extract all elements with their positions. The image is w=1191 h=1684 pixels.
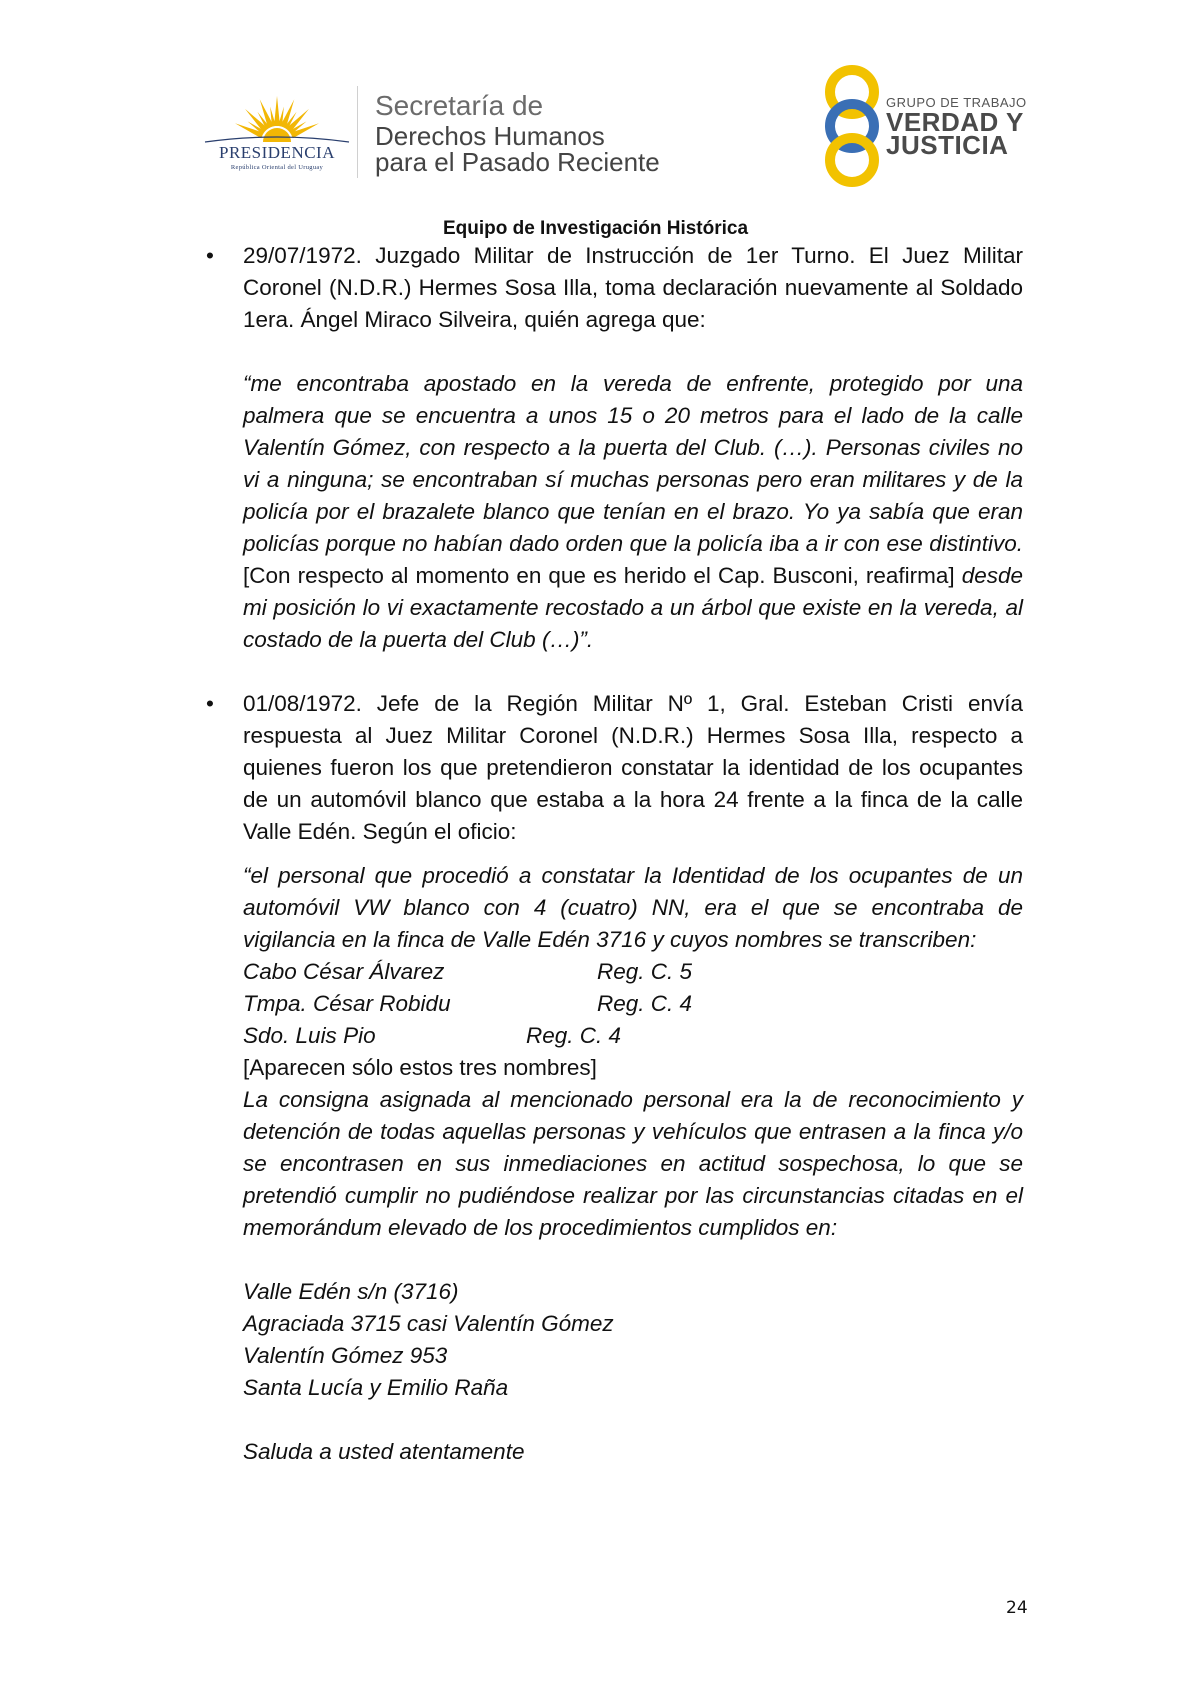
header-divider: [357, 86, 358, 178]
document-body: [206, 240, 1023, 1468]
consigna-text: La consigna asignada al mencionado personal era la de reconocimiento y detención de todas aquellas personas y vehículos que entrasen a la finca y/o se encontrasen en sus inmediaciones en actitud sospechosa, lo que se pretendió cumplir no pudiéndose realizar por las circunstancias citadas en el memorándum elevado de los procedimientos cumplidos en:: [243, 1087, 1023, 1240]
editor-note: [Aparecen sólo estos tres nombres]: [243, 1055, 597, 1080]
address-line: Santa Lucía y Emilio Raña: [243, 1375, 509, 1400]
entry-1-text: 29/07/1972. Juzgado Militar de Instrucción de 1er Turno. El Juez Militar Coronel (N.D.R.) Hermes Sosa Illa, toma declaración nuevamente al Soldado 1era. Ángel Miraco Silveira, quién agrega que:: [243, 243, 1023, 332]
personnel-reg: Reg. C. 4: [526, 1023, 622, 1048]
verdad-label: VERDAD Y: [886, 107, 1024, 137]
personnel-reg: Reg. C. 4: [597, 991, 693, 1016]
page-number: 24: [1006, 1598, 1028, 1618]
personnel-row: [243, 956, 1023, 988]
personnel-reg: Reg. C. 5: [597, 959, 693, 984]
address-line: Agraciada 3715 casi Valentín Gómez: [243, 1311, 614, 1336]
secretaria-line-2: Derechos Humanos: [375, 121, 605, 151]
personnel-row: [243, 988, 1023, 1020]
entry-1-quote: [243, 368, 1023, 656]
address-line: Valle Edén s/n (3716): [243, 1279, 459, 1304]
bullet-marker: •: [206, 691, 214, 716]
presidencia-wordmark: PRESIDENCIA: [218, 143, 335, 162]
personnel-name: Cabo César Álvarez: [243, 959, 445, 984]
quote-part-b: [Con respecto al momento en que es herido el Cap. Busconi, reafirma]: [243, 563, 962, 588]
justicia-label: JUSTICIA: [886, 130, 1009, 160]
entry-2: [206, 688, 1023, 848]
address-line: Valentín Gómez 953: [243, 1343, 448, 1368]
presidencia-subtitle: República Oriental del Uruguay: [230, 164, 324, 171]
quote-part-c: desde mi posición lo vi exactamente recostado a un árbol que existe en la vereda, al costado de la puerta del Club (…)”.: [243, 563, 1023, 652]
personnel-row: [243, 1020, 1023, 1052]
grupo-trabajo-label: GRUPO DE TRABAJO: [886, 95, 1027, 110]
quote-part-a: “me encontraba apostado en la vereda de enfrente, protegido por una palmera que se encuentra a unos 15 o 20 metros para el lado de la calle Valentín Gómez, con respecto a la puerta del Club. (…). Personas civiles no vi a ninguna; se encontraban sí muchas personas pero eran militares y de la policía por el brazalete blanco que tenían en el brazo. Yo ya sabía que eran policías porque no habían dado orden que la policía iba a ir con ese distintivo.: [243, 371, 1023, 556]
personnel-name: Sdo. Luis Pio: [243, 1023, 376, 1048]
bullet-marker: •: [206, 243, 214, 268]
team-title: Equipo de Investigación Histórica: [442, 218, 749, 239]
entry-2-quote-intro: “el personal que procedió a constatar la Identidad de los ocupantes de un automóvil VW blanco con 4 (cuatro) NN, era el que se encontraba de vigilancia en la finca de Valle Edén 3716 y cuyos nombres se transcriben:: [243, 863, 1023, 952]
secretaria-line-3: para el Pasado Reciente: [375, 147, 660, 177]
entry-1: [206, 240, 1023, 336]
secretaria-line-1: Secretaría de: [375, 90, 544, 121]
entry-2-text: 01/08/1972. Jefe de la Región Militar Nº 1, Gral. Esteban Cristi envía respuesta al Juez Militar Coronel (N.D.R.) Hermes Sosa Illa, respecto a quienes fueron los que pretendieron constatar la identidad de los ocupantes de un automóvil blanco que estaba a la hora 24 frente a la finca de la calle Valle Edén. Según el oficio:: [243, 691, 1023, 844]
personnel-name: Tmpa. César Robidu: [243, 991, 451, 1016]
closing-line: Saluda a usted atentamente: [243, 1439, 525, 1464]
